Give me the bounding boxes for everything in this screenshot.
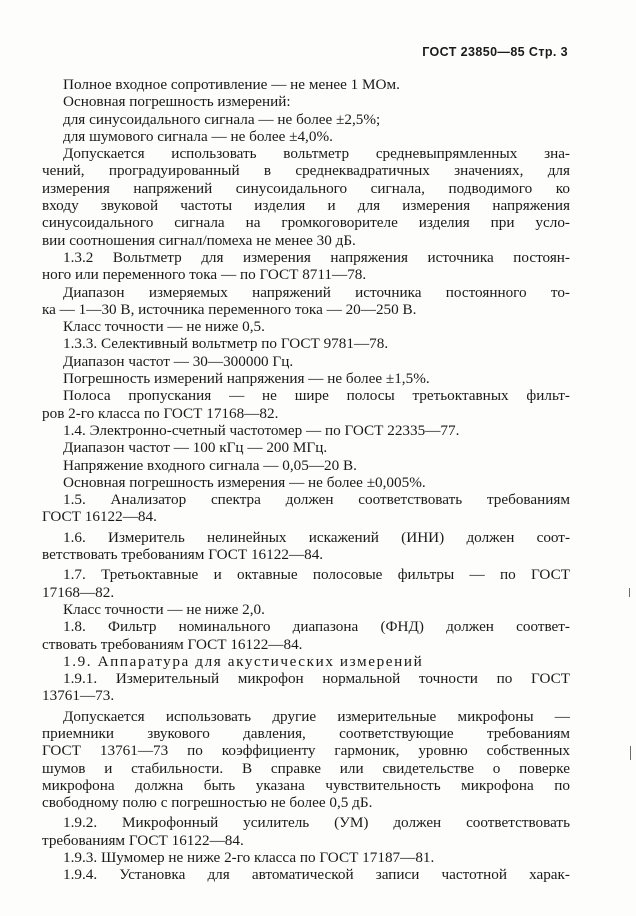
text-line: Допускается использовать вольтметр средневыпрямленных зна- bbox=[63, 145, 570, 163]
text-line: Основная погрешность измерений: bbox=[63, 93, 291, 111]
text-line: Допускается использовать другие измерительные микрофоны — bbox=[63, 707, 570, 725]
text-line: приемники звукового давления, соответствующие требованиям bbox=[42, 724, 570, 742]
text-line: вии соотношения сигнал/помеха не менее 30 дБ. bbox=[42, 231, 356, 249]
text-line: микрофона должна быть указана чувствительность микрофона по bbox=[42, 776, 570, 794]
page-header: ГОСТ 23850—85 Стр. 3 bbox=[422, 45, 568, 59]
text-line: 1.9.2. Микрофонный усилитель (УМ) должен соответствовать bbox=[63, 814, 570, 832]
text-line: входу звуковой частоты изделия и для измерения напряжения bbox=[42, 197, 570, 215]
text-line: для шумового сигнала — не более ±4,0%. bbox=[63, 127, 333, 145]
text-line: Полоса пропускания — не шире полосы третьоктавных фильт- bbox=[63, 387, 570, 405]
margin-mark bbox=[630, 746, 631, 760]
text-line: Напряжение входного сигнала — 0,05—20 В. bbox=[63, 456, 357, 474]
text-line: свободному полю с погрешностью не более 0,5 дБ. bbox=[42, 794, 373, 812]
document-body bbox=[42, 76, 570, 884]
text-line: 13761—73. bbox=[42, 687, 115, 705]
text-line: Диапазон частот — 100 кГц — 200 МГц. bbox=[63, 439, 328, 457]
text-line: чений, проградуированный в среднеквадратичных значениях, для bbox=[42, 162, 570, 180]
text-line: 1.3.3. Селективный вольтметр по ГОСТ 9781—78. bbox=[63, 335, 389, 353]
text-line: 1.6. Измеритель нелинейных искажений (ИНИ) должен соот- bbox=[63, 528, 570, 546]
text-line: шумов и стабильности. В справке или свидетельстве о поверке bbox=[42, 759, 570, 777]
text-line: Класс точности — не ниже 0,5. bbox=[63, 318, 265, 336]
margin-mark bbox=[629, 588, 630, 597]
text-line: ров 2-го класса по ГОСТ 17168—82. bbox=[42, 404, 279, 422]
text-line: измерения напряжений синусоидального сигнала, подводимого ко bbox=[42, 179, 570, 197]
text-line: 1.7. Третьоктавные и октавные полосовые фильтры — по ГОСТ bbox=[63, 566, 570, 584]
text-line: требованиям ГОСТ 16122—84. bbox=[42, 831, 244, 849]
text-line: Диапазон частот — 30—300000 Гц. bbox=[63, 352, 294, 370]
text-line: 17168—82. bbox=[42, 583, 115, 601]
text-line: 1.4. Электронно-счетный частотомер — по ГОСТ 22335—77. bbox=[63, 421, 460, 439]
text-line: синусоидального сигнала на громкоговорителе изделия при усло- bbox=[42, 214, 570, 232]
text-line: 1.3.2 Вольтметр для измерения напряжения источника постоян- bbox=[63, 248, 570, 266]
text-line: для синусоидального сигнала — не более ±2,5%; bbox=[63, 110, 381, 128]
text-line: Диапазон измеряемых напряжений источника постоянного то- bbox=[63, 283, 570, 301]
text-line: 1.5. Анализатор спектра должен соответствовать требованиям bbox=[63, 491, 570, 509]
text-line: Класс точности — не ниже 2,0. bbox=[63, 600, 265, 618]
text-line: 1.9.1. Измерительный микрофон нормальной точности по ГОСТ bbox=[63, 670, 570, 688]
text-line: ГОСТ 13761—73 по коэффициенту гармоник, уровню собственных bbox=[42, 742, 570, 760]
text-line: 1.9.3. Шумомер не ниже 2-го класса по ГОСТ 17187—81. bbox=[63, 849, 435, 867]
text-line: ветствовать требованиям ГОСТ 16122—84. bbox=[42, 546, 324, 564]
text-line: Основная погрешность измерения — не более ±0,005%. bbox=[63, 473, 426, 491]
text-line: 1.8. Фильтр номинального диапазона (ФНД) должен соответ- bbox=[63, 618, 570, 636]
text-line: ного или переменного тока — по ГОСТ 8711—78. bbox=[42, 266, 367, 284]
text-line: 1.9.4. Установка для автоматической записи частотной харак- bbox=[63, 866, 570, 884]
text-line: ГОСТ 16122—84. bbox=[42, 508, 157, 526]
text-line: ствовать требованиям ГОСТ 16122—84. bbox=[42, 635, 303, 653]
text-line: Погрешность измерений напряжения — не более ±1,5%. bbox=[63, 370, 430, 388]
text-line: 1.9. Аппаратура для акустических измерений bbox=[63, 652, 424, 670]
text-line: ка — 1—30 В, источника переменного тока — 20—250 В. bbox=[42, 300, 417, 318]
text-line: Полное входное сопротивление — не менее 1 МОм. bbox=[63, 76, 400, 93]
